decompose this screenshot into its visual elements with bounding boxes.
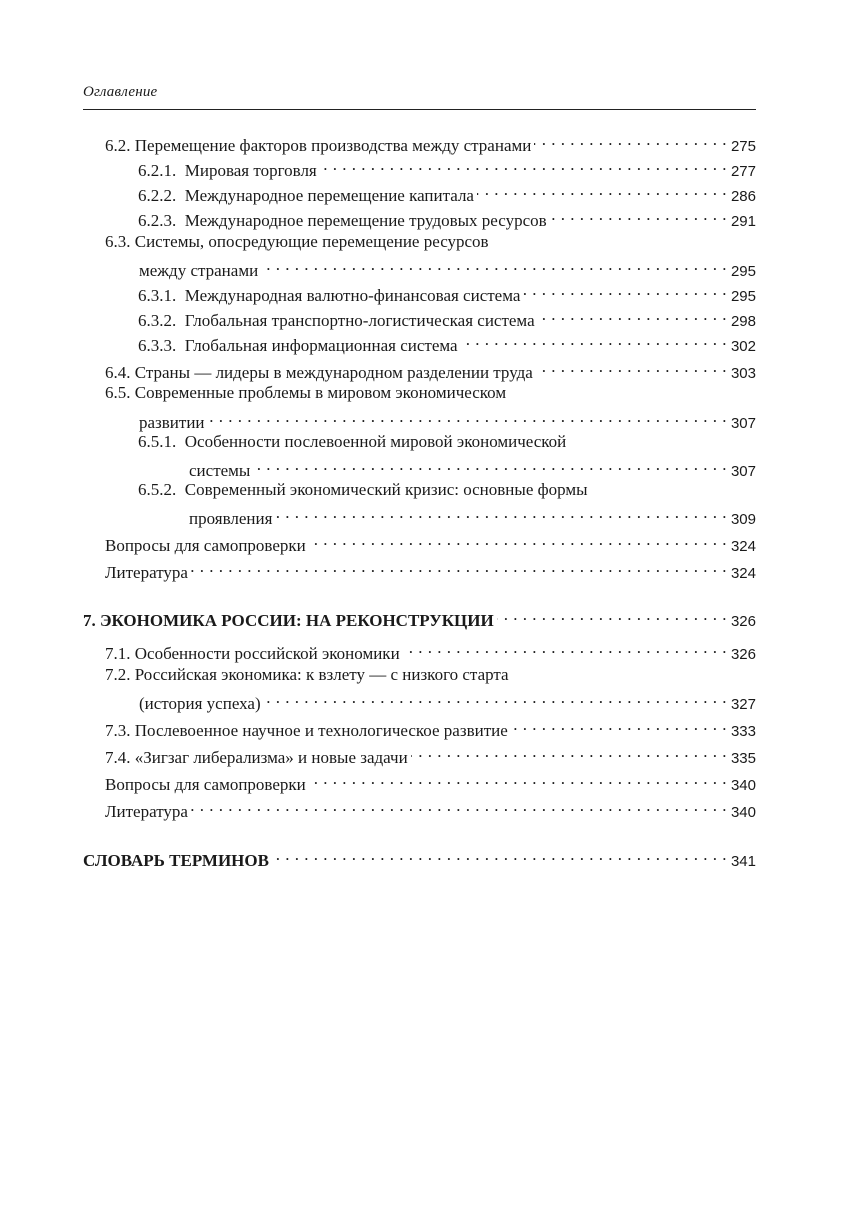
toc-title: Литература — [105, 802, 188, 821]
toc-page-number: 335 — [730, 750, 756, 767]
toc-number: 6.4. — [105, 363, 131, 382]
dot-leader — [320, 153, 727, 176]
toc-page-number: 324 — [730, 538, 756, 555]
header-rule — [83, 109, 756, 110]
running-head: Оглавление — [83, 84, 158, 100]
dot-leader — [191, 794, 727, 817]
dot-leader — [264, 686, 727, 709]
dot-leader — [477, 178, 727, 201]
toc-page-number: 309 — [730, 511, 756, 528]
toc-title-continued: системы — [189, 461, 251, 480]
toc-page-number: 324 — [730, 565, 756, 582]
toc-page-number: 326 — [730, 613, 756, 630]
toc-page-number: 333 — [730, 723, 756, 740]
toc-title: Особенности послевоенной мировой экономической — [184, 432, 567, 451]
toc-title: Международная валютно-финансовая система — [184, 286, 521, 305]
toc-title: ЭКОНОМИКА РОССИИ: НА РЕКОНСТРУКЦИИ — [100, 611, 494, 630]
toc-page-number: 295 — [730, 263, 756, 280]
toc-number: 7. — [83, 611, 96, 630]
toc-title: Послевоенное научное и технологическое развитие — [134, 721, 508, 740]
toc-title: Современный экономический кризис: основные формы — [184, 480, 588, 499]
toc-title-continued: между странами — [139, 261, 259, 280]
toc-page-number: 327 — [730, 696, 756, 713]
dot-leader — [534, 128, 727, 151]
toc-number: 7.1. — [105, 644, 131, 663]
toc-number: 6.3. — [105, 232, 131, 251]
toc-page-number: 302 — [730, 338, 756, 355]
dot-leader — [208, 405, 727, 428]
toc-page-number: 277 — [730, 163, 756, 180]
toc-number: 6.2.3. — [138, 211, 177, 230]
toc-page-number: 307 — [730, 463, 756, 480]
toc-page-number: 291 — [730, 213, 756, 230]
dot-leader — [461, 328, 727, 351]
dot-leader — [309, 767, 727, 790]
dot-leader — [411, 740, 727, 763]
toc-page-number: 275 — [730, 138, 756, 155]
toc-number: 6.5.2. — [138, 480, 177, 499]
dot-leader — [261, 253, 727, 276]
toc-title: Вопросы для самопроверки — [105, 775, 306, 794]
toc-page-number: 295 — [730, 288, 756, 305]
toc-title-continued: (история успеха) — [139, 694, 261, 713]
toc-page-number: 307 — [730, 415, 756, 432]
toc-title: Системы, опосредующие перемещение ресурсов — [134, 232, 489, 251]
toc-number: 6.3.2. — [138, 311, 177, 330]
dot-leader — [538, 303, 727, 326]
toc-page-number: 340 — [730, 804, 756, 821]
toc-number: 6.5.1. — [138, 432, 177, 451]
toc-page-number: 286 — [730, 188, 756, 205]
dot-leader — [253, 453, 727, 476]
toc-title: Российская экономика: к взлету — с низкого старта — [134, 665, 509, 684]
toc-title: Перемещение факторов производства между странами — [134, 136, 532, 155]
toc-title: Международное перемещение капитала — [184, 186, 474, 205]
dot-leader — [550, 203, 727, 226]
toc-number: 6.2. — [105, 136, 131, 155]
dot-leader — [523, 278, 727, 301]
toc-title: Литература — [105, 563, 188, 582]
toc-title: Страны — лидеры в международном разделении труда — [134, 363, 533, 382]
toc-number: 6.2.1. — [138, 161, 177, 180]
dot-leader — [272, 843, 727, 866]
dot-leader — [309, 528, 727, 551]
toc-title-continued: развитии — [139, 413, 205, 432]
toc-title: Мировая торговля — [184, 161, 317, 180]
toc-title: «Зигзаг либерализма» и новые задачи — [134, 748, 408, 767]
toc-number: 6.2.2. — [138, 186, 177, 205]
dot-leader — [511, 713, 727, 736]
toc-page-number: 340 — [730, 777, 756, 794]
toc-title: Международное перемещение трудовых ресурсов — [184, 211, 547, 230]
toc-title: Глобальная информационная система — [184, 336, 458, 355]
toc-number: 7.4. — [105, 748, 131, 767]
toc-number: 6.3.3. — [138, 336, 177, 355]
toc-title: Глобальная транспортно-логистическая система — [184, 311, 535, 330]
dot-leader — [536, 355, 727, 378]
toc-page-number: 326 — [730, 646, 756, 663]
toc-page-number: 303 — [730, 365, 756, 382]
toc-title: Особенности российской экономики — [134, 644, 400, 663]
dot-leader — [403, 636, 727, 659]
toc-number: 7.2. — [105, 665, 131, 684]
toc-title: СЛОВАРЬ ТЕРМИНОВ — [83, 851, 269, 870]
toc-title-continued: проявления — [189, 509, 273, 528]
toc-title: Вопросы для самопроверки — [105, 536, 306, 555]
dot-leader — [497, 603, 727, 626]
toc-page-number: 341 — [730, 853, 756, 870]
toc-page-number: 298 — [730, 313, 756, 330]
dot-leader — [275, 501, 727, 524]
toc-title: Современные проблемы в мировом экономическом — [134, 383, 507, 402]
toc-number: 7.3. — [105, 721, 131, 740]
toc-number: 6.5. — [105, 383, 131, 402]
dot-leader — [191, 555, 727, 578]
toc-number: 6.3.1. — [138, 286, 177, 305]
